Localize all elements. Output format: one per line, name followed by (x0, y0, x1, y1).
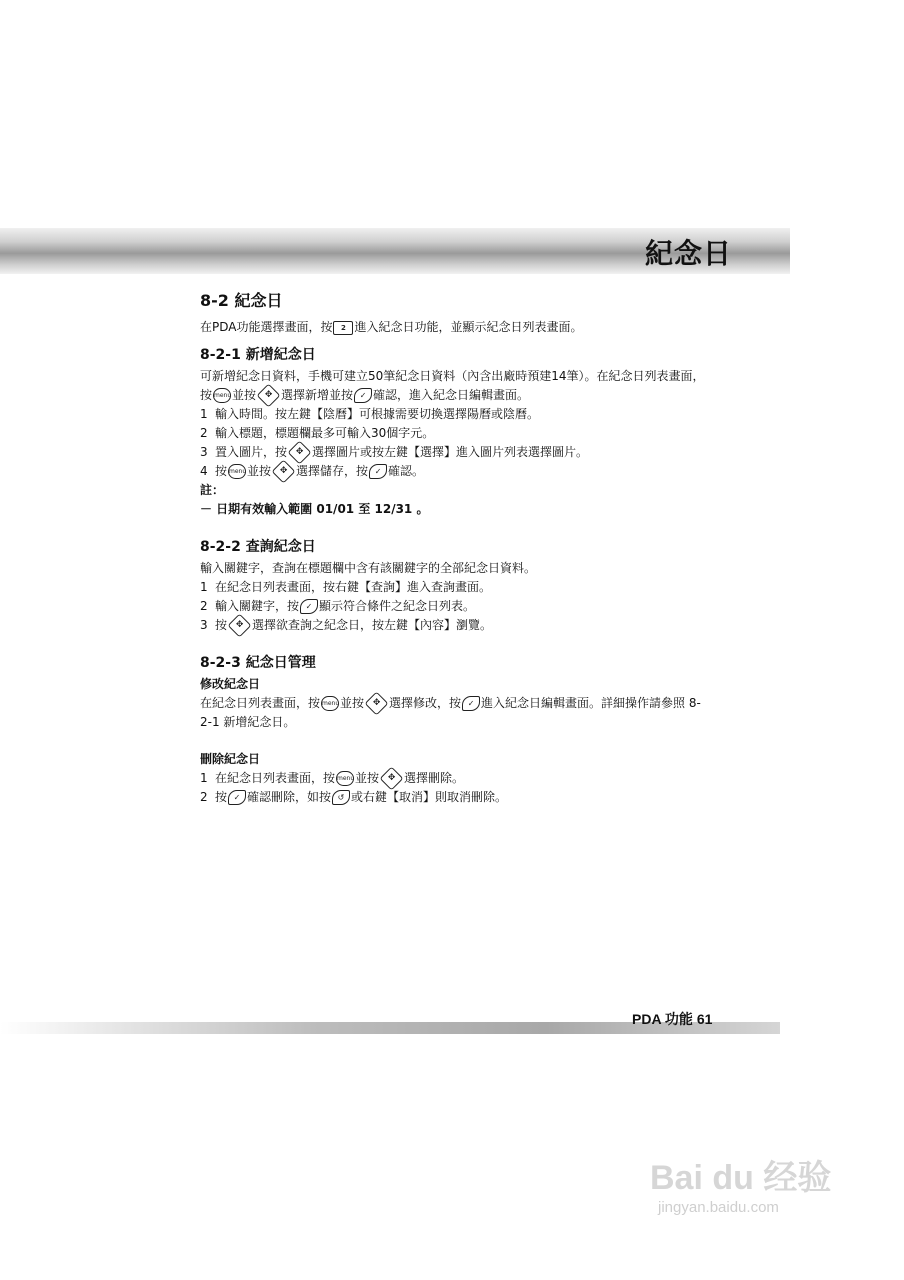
delete-step (200, 769, 720, 788)
step-text: 輸入時間。按左鍵【陰曆】可根據需要切換選擇陽曆或陰曆。 (215, 407, 540, 421)
text: 在紀念日列表畫面，按 (200, 696, 321, 710)
menu-key-icon: menu (336, 771, 354, 786)
nav-key-icon: ✥ (272, 459, 296, 483)
text: 選擇新增並按 (281, 388, 354, 402)
query-step (200, 597, 720, 616)
query-step (200, 616, 720, 635)
add-step (200, 424, 720, 443)
text: 並按 (340, 696, 365, 710)
text: 並按 (247, 464, 272, 478)
text: 置入圖片，按 (215, 445, 288, 459)
subsection-title-add: 8-2-1 新增紀念日 (200, 347, 316, 363)
text: 選擇刪除。 (404, 771, 465, 785)
section-intro (200, 318, 720, 337)
step-number: 2 (200, 426, 208, 440)
edit-title: 修改紀念日 (200, 677, 261, 691)
menu-key-icon: menu (213, 388, 231, 403)
text: 確認刪除，如按 (247, 790, 332, 804)
subsection-title-query: 8-2-2 查詢紀念日 (200, 539, 316, 555)
section-title: 8-2 紀念日 (200, 291, 283, 310)
text: 或右鍵【取消】則取消刪除。 (351, 790, 508, 804)
step-number: 1 (200, 771, 208, 785)
ok-key-icon: ✓ (369, 464, 387, 479)
nav-key-icon: ✥ (257, 383, 281, 407)
footer-page-label: PDA 功能 61 (632, 1011, 713, 1027)
intro-text-post: 進入紀念日功能，並顯示紀念日列表畫面。 (354, 320, 583, 334)
text: 並按 (232, 388, 257, 402)
step-number: 4 (200, 464, 208, 478)
page-content (200, 290, 720, 807)
watermark-url: jingyan.baidu.com (658, 1199, 779, 1216)
nav-key-icon: ✥ (287, 440, 311, 464)
query-paragraph: 輸入關鍵字，查詢在標題欄中含有該關鍵字的全部紀念日資料。 (200, 561, 537, 575)
step-number: 3 (200, 445, 208, 459)
watermark (650, 1150, 850, 1240)
text: 顯示符合條件之紀念日列表。 (319, 599, 476, 613)
text: 確認，進入紀念日編輯畫面。 (373, 388, 530, 402)
note-text: － 日期有效輸入範圍 01/01 至 12/31 。 (200, 502, 429, 516)
step-number: 1 (200, 407, 208, 421)
menu-key-icon: menu (321, 696, 339, 711)
text: 確認。 (388, 464, 425, 478)
add-step (200, 405, 720, 424)
step-text: 輸入標題，標題欄最多可輸入30個字元。 (215, 426, 435, 440)
edit-paragraph (200, 694, 720, 713)
delete-step (200, 788, 720, 807)
note-label: 註： (200, 483, 225, 497)
chapter-title: 紀念日 (644, 237, 732, 270)
text: 選擇欲查詢之紀念日，按左鍵【內容】瀏覽。 (252, 618, 493, 632)
edit-paragraph-cont: 2-1 新增紀念日。 (200, 715, 296, 729)
text: 進入紀念日編輯畫面。詳細操作請參照 8- (481, 696, 701, 710)
step-number: 2 (200, 790, 208, 804)
step-number: 3 (200, 618, 208, 632)
text: 按 (215, 464, 228, 478)
add-step (200, 443, 720, 462)
text: 在紀念日列表畫面，按 (215, 771, 336, 785)
nav-key-icon: ✥ (380, 766, 404, 790)
step-text: 在紀念日列表畫面，按右鍵【查詢】進入查詢畫面。 (215, 580, 492, 594)
ok-key-icon: ✓ (300, 599, 318, 614)
key-2-icon: 2 (333, 321, 353, 335)
ok-key-icon: ✓ (228, 790, 246, 805)
nav-key-icon: ✥ (365, 691, 389, 715)
menu-key-icon: menu (228, 464, 246, 479)
ok-key-icon: ✓ (354, 388, 372, 403)
ok-key-icon: ✓ (462, 696, 480, 711)
watermark-logo: Bai du 经验 (650, 1159, 832, 1197)
text: 選擇儲存，按 (296, 464, 369, 478)
nav-key-icon: ✥ (227, 613, 251, 637)
subsection-title-manage: 8-2-3 紀念日管理 (200, 655, 316, 671)
delete-title: 刪除紀念日 (200, 752, 261, 766)
text: 按 (215, 790, 228, 804)
add-paragraph-1: 可新增紀念日資料，手機可建立50筆紀念日資料（內含出廠時預建14筆）。在紀念日列表畫面， (200, 369, 705, 383)
text: 按 (200, 388, 213, 402)
text: 按 (215, 618, 228, 632)
add-step (200, 462, 720, 481)
add-paragraph-2 (200, 386, 720, 405)
step-number: 2 (200, 599, 208, 613)
text: 輸入關鍵字，按 (215, 599, 300, 613)
text: 並按 (355, 771, 380, 785)
step-number: 1 (200, 580, 208, 594)
query-step (200, 578, 720, 597)
intro-text-pre: 在PDA功能選擇畫面，按 (200, 320, 333, 334)
back-key-icon: ↺ (332, 790, 350, 805)
text: 選擇修改，按 (389, 696, 462, 710)
text: 選擇圖片或按左鍵【選擇】進入圖片列表選擇圖片。 (312, 445, 589, 459)
